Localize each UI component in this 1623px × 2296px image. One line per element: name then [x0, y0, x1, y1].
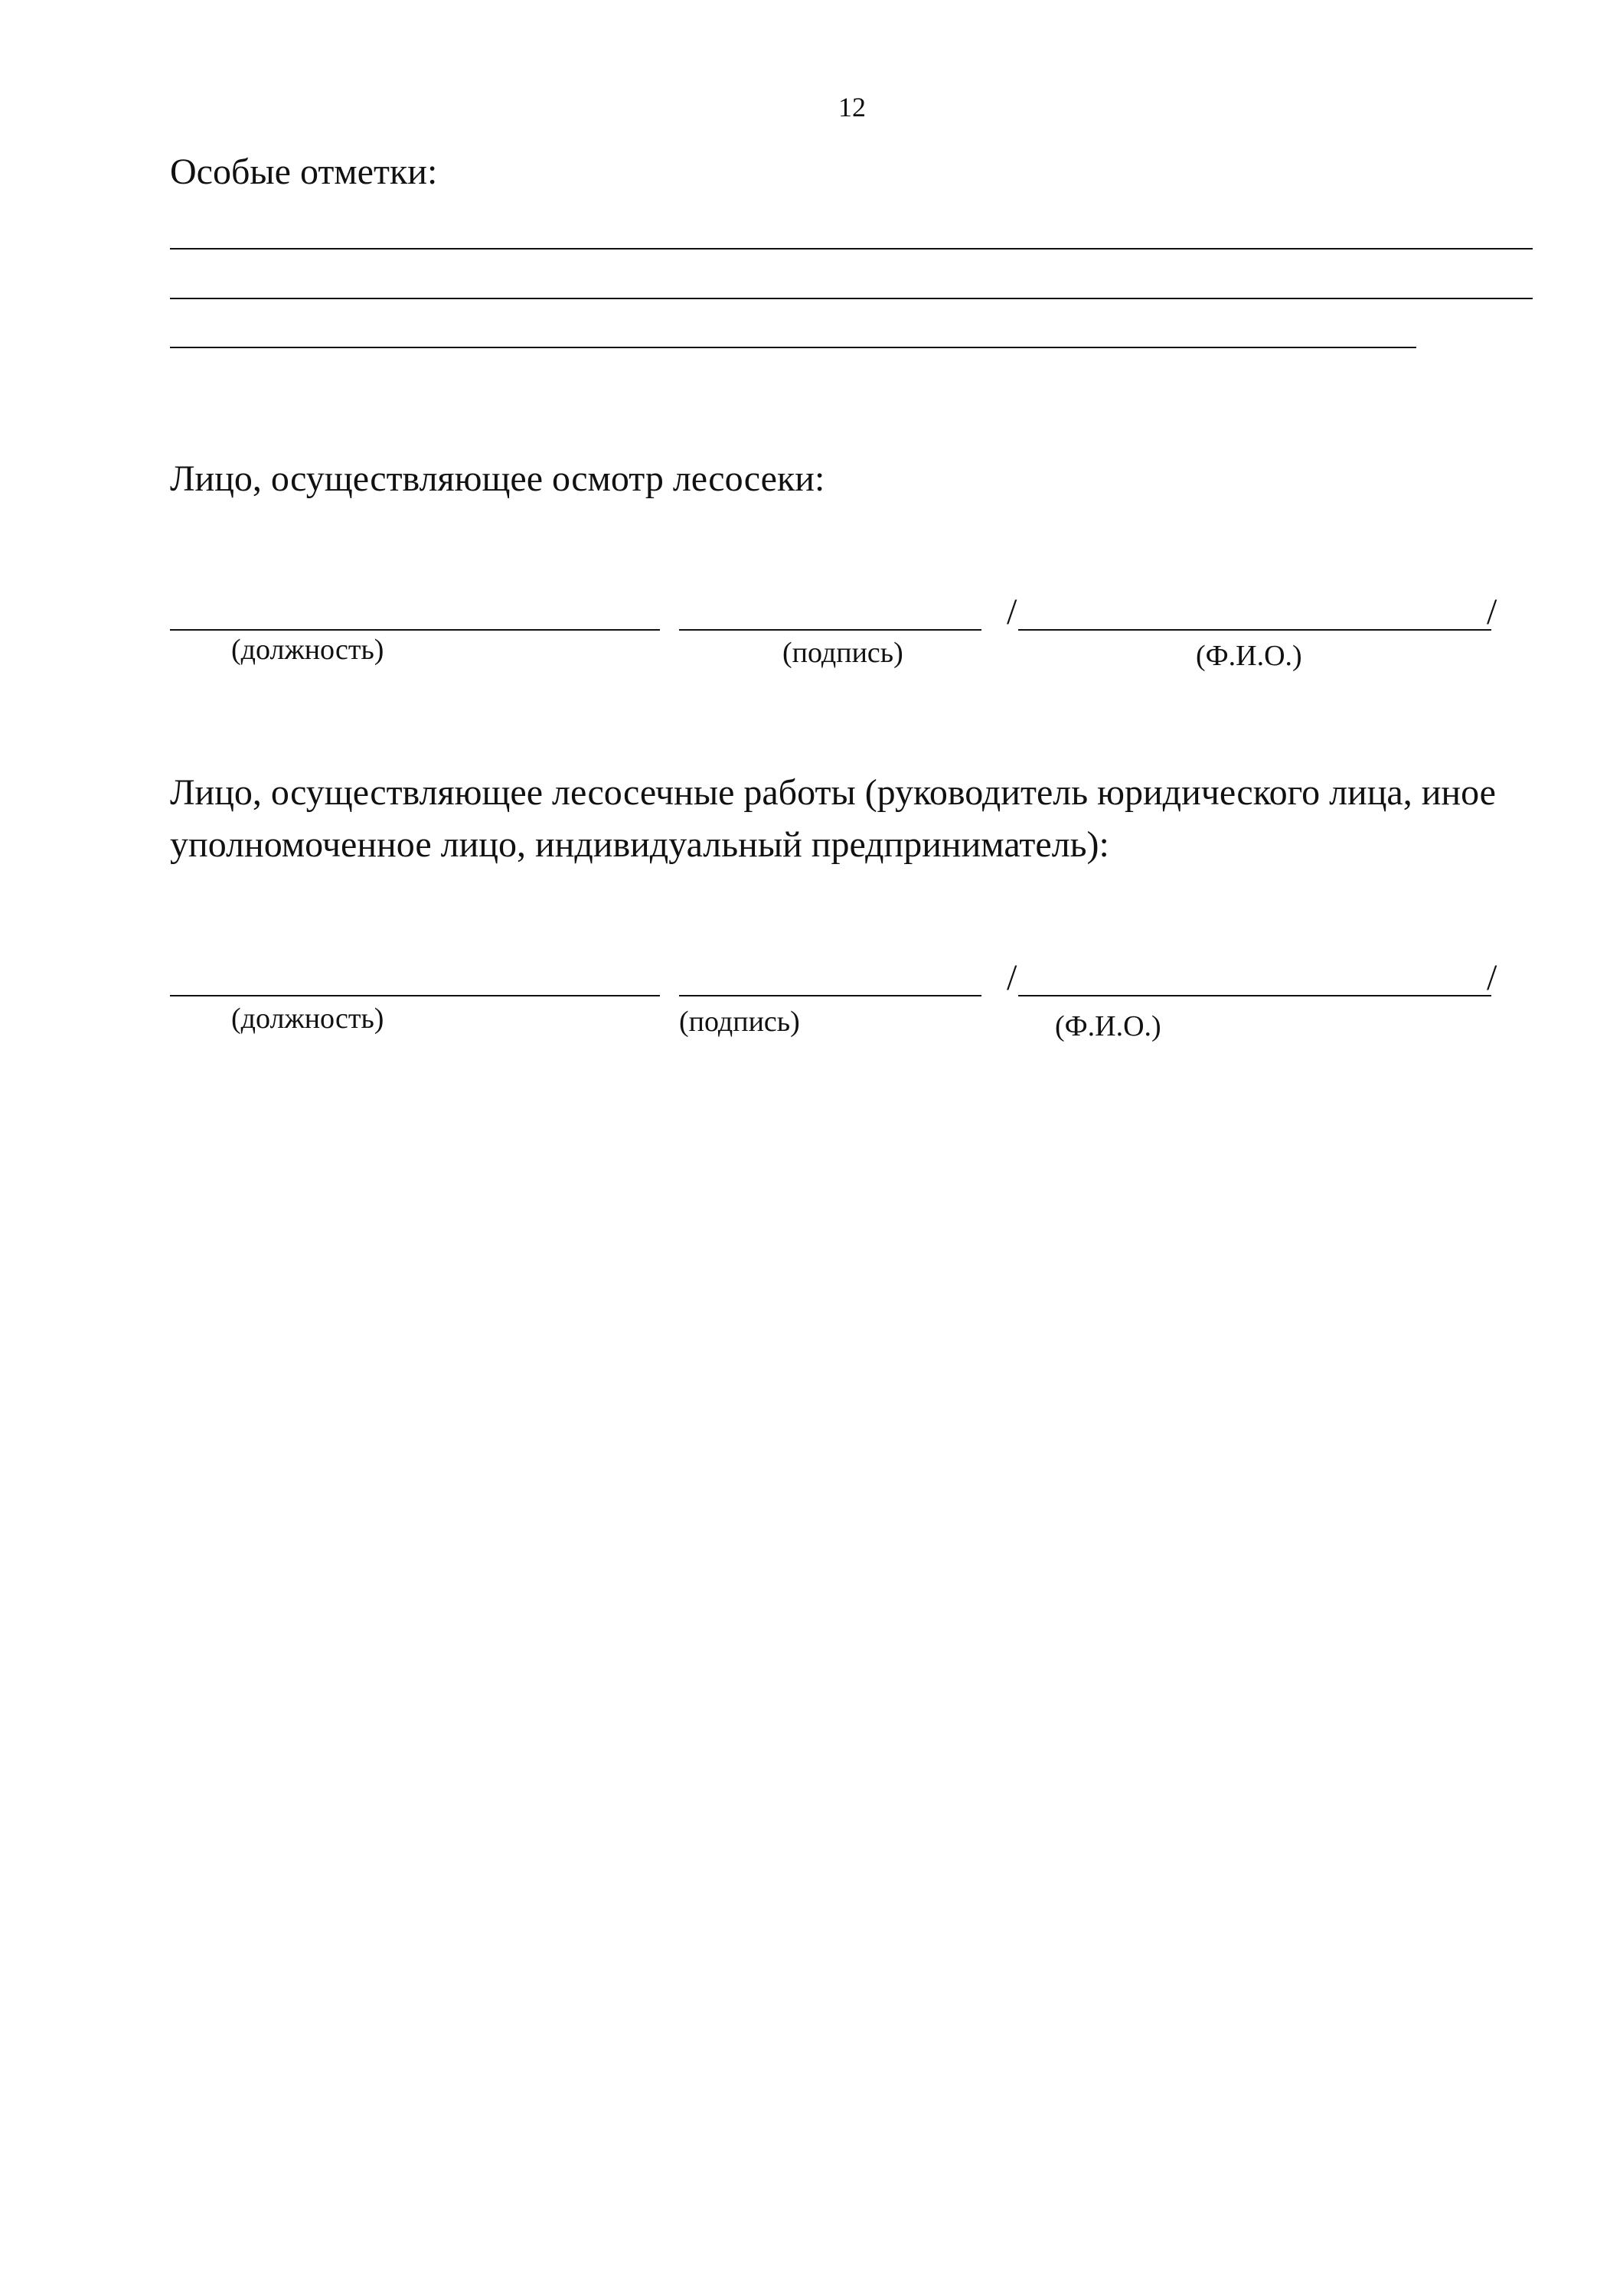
inspector-slash-left: / — [1007, 592, 1017, 632]
logger-name-caption: (Ф.И.О.) — [1055, 1010, 1161, 1042]
inspector-position-caption: (должность) — [231, 634, 384, 666]
special-notes-line-1[interactable] — [170, 248, 1533, 249]
logger-label: Лицо, осуществляющее лесосечные работы (руководитель юридического лица, иное уполномоченное лицо, индивидуальный предприниматель): — [170, 772, 1496, 865]
logger-slash-left: / — [1007, 957, 1017, 998]
inspector-name-caption: (Ф.И.О.) — [1196, 640, 1302, 672]
special-notes-label: Особые отметки: — [170, 152, 438, 192]
page-number: 12 — [838, 92, 866, 122]
inspector-signature-line[interactable] — [679, 629, 981, 631]
logger-position-caption: (должность) — [231, 1003, 384, 1035]
inspector-name-line[interactable] — [1018, 629, 1491, 631]
inspector-position-line[interactable] — [170, 629, 660, 631]
logger-name-line[interactable] — [1018, 995, 1491, 996]
logger-signature-line[interactable] — [679, 995, 981, 996]
special-notes-line-2[interactable] — [170, 298, 1533, 299]
logger-signature-caption: (подпись) — [679, 1006, 800, 1038]
inspector-signature-caption: (подпись) — [782, 637, 903, 669]
inspector-label: Лицо, осуществляющее осмотр лесосеки: — [170, 458, 825, 499]
special-notes-line-3[interactable] — [170, 347, 1416, 348]
inspector-slash-right: / — [1487, 592, 1497, 632]
logger-position-line[interactable] — [170, 995, 660, 996]
logger-slash-right: / — [1487, 957, 1497, 998]
